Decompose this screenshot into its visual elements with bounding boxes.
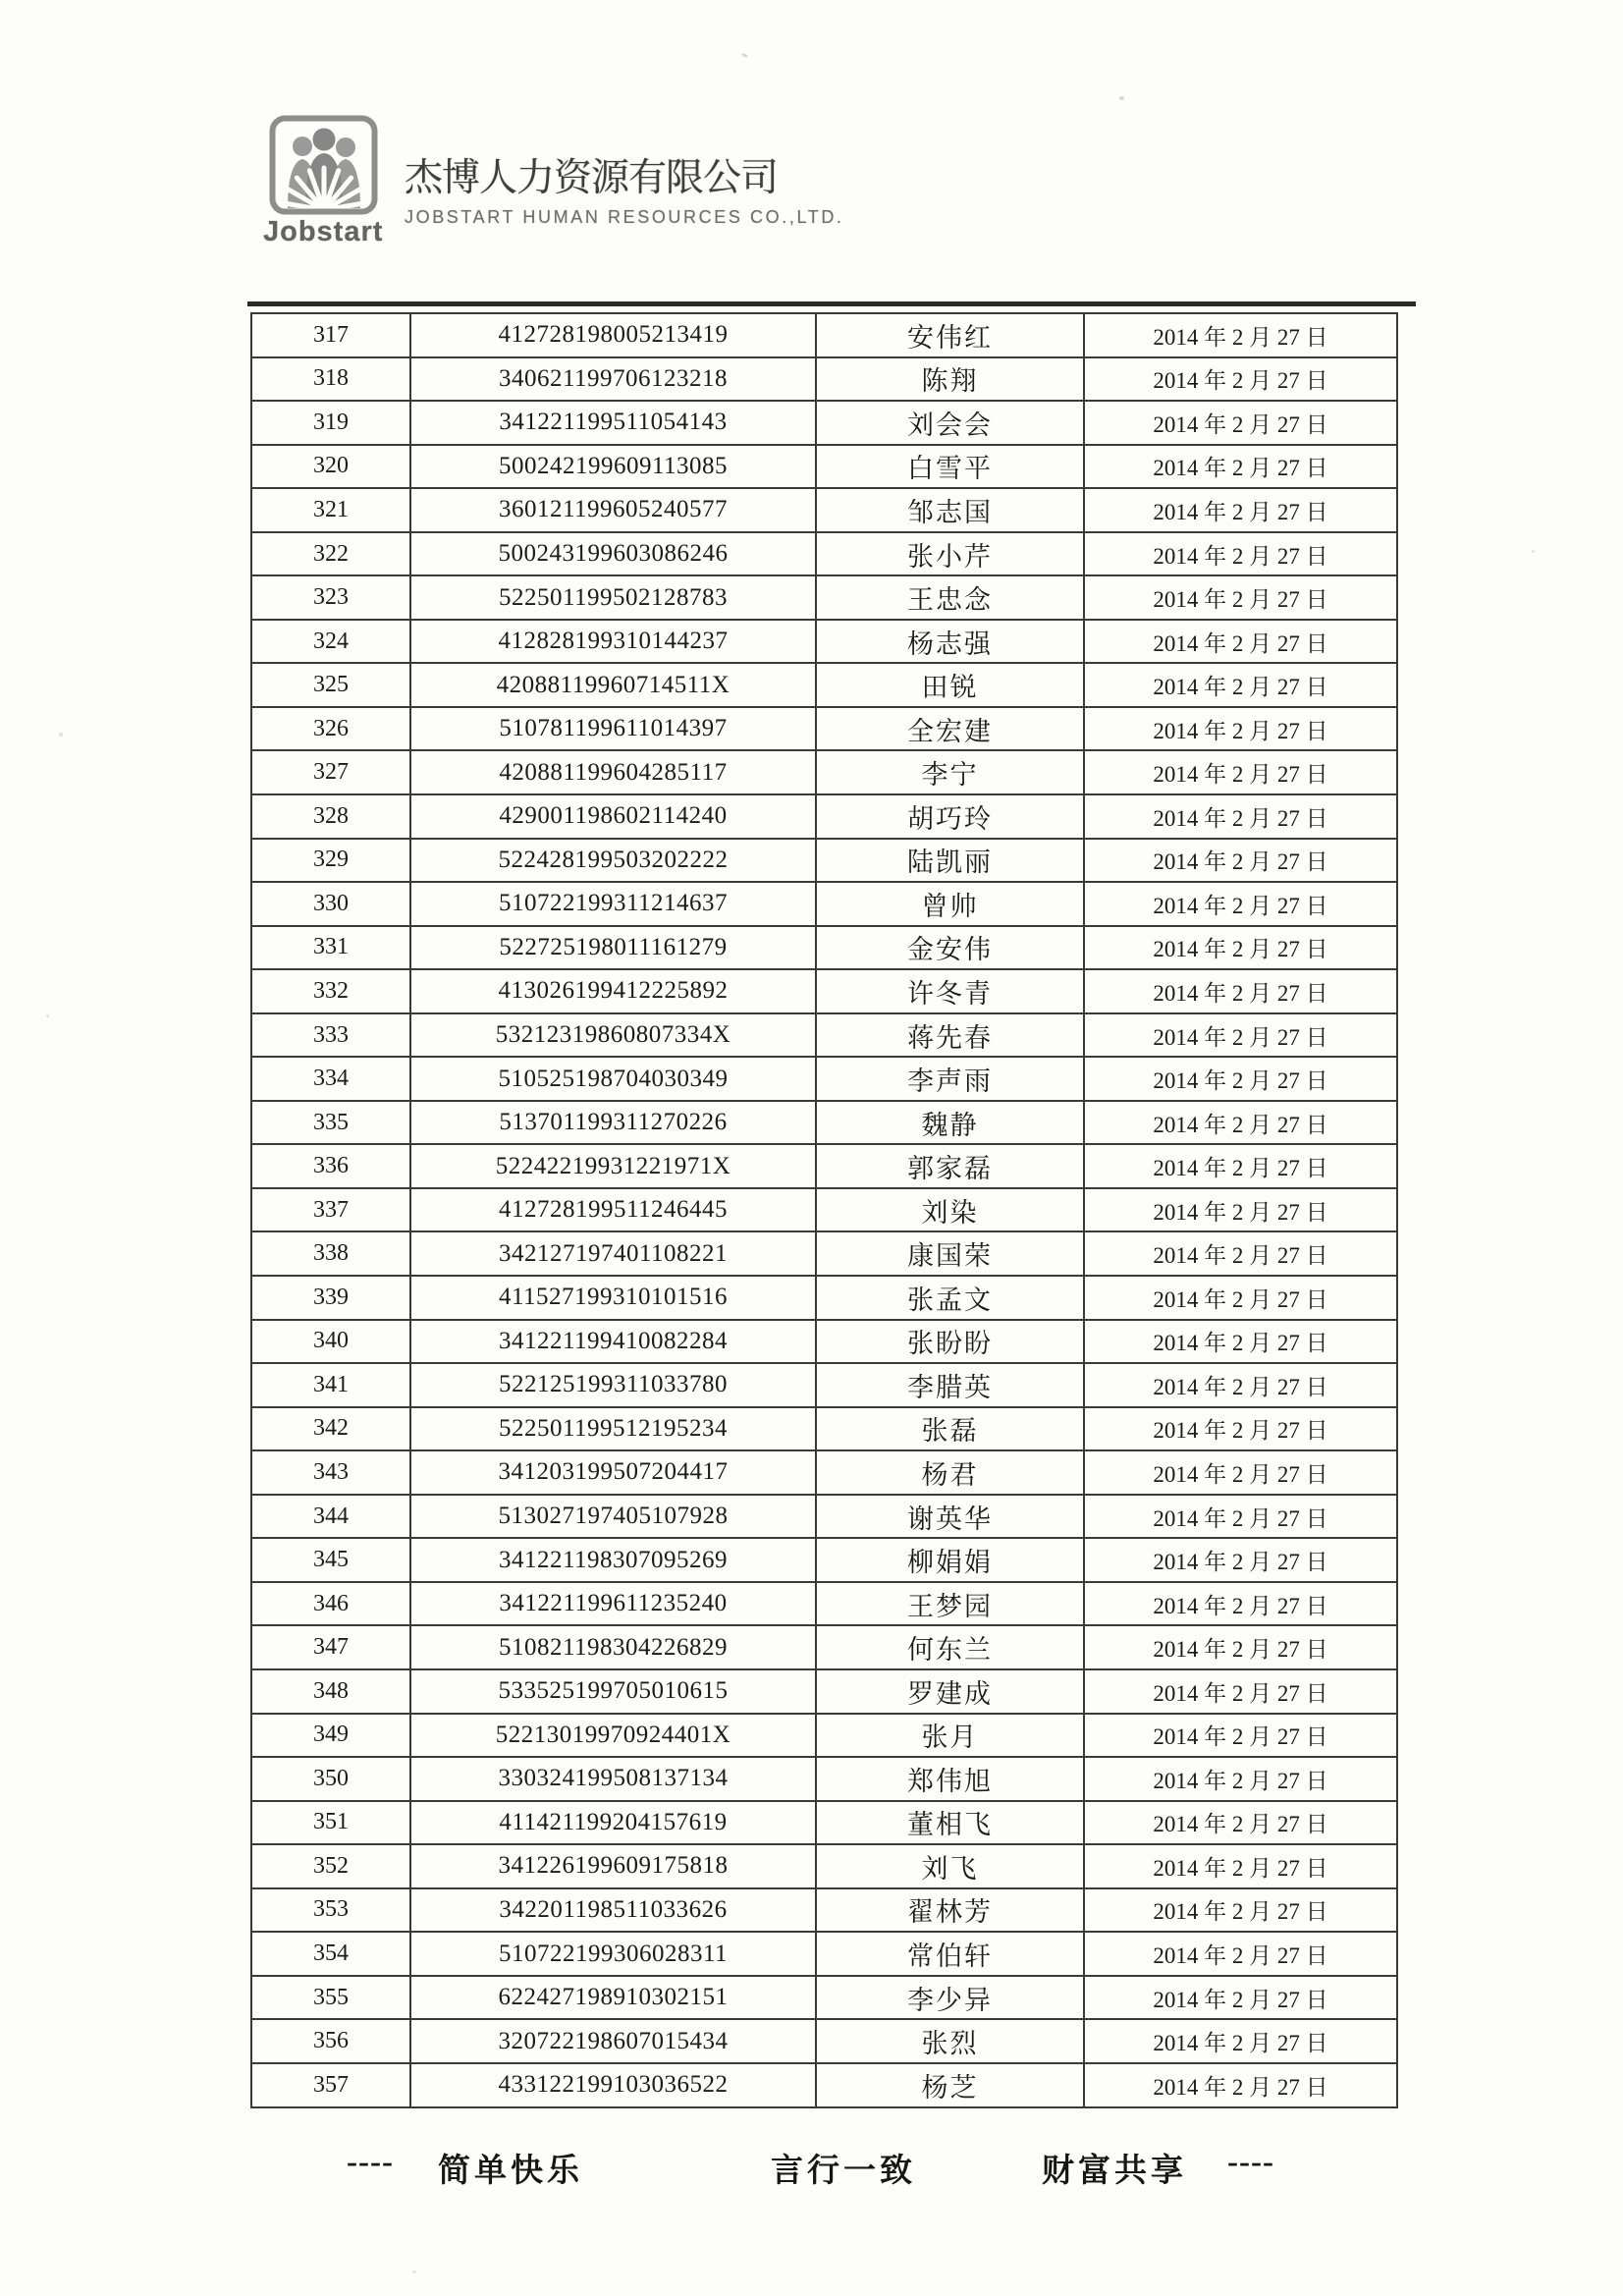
id-number-cell: 341226199609175818 xyxy=(410,1844,816,1888)
date-cell: 2014 年 2 月 27 日 xyxy=(1084,1582,1397,1626)
table-row xyxy=(251,1407,1397,1451)
name-cell: 张盼盼 xyxy=(816,1320,1084,1364)
date-cell: 2014 年 2 月 27 日 xyxy=(1084,2019,1397,2063)
name-cell: 蒋先春 xyxy=(816,1013,1084,1058)
table-row xyxy=(251,882,1397,926)
name-cell: 康国荣 xyxy=(816,1231,1084,1276)
id-number-cell: 360121199605240577 xyxy=(410,488,816,532)
table-row xyxy=(251,663,1397,707)
row-number-cell: 339 xyxy=(251,1276,410,1320)
name-cell: 白雪平 xyxy=(816,445,1084,489)
id-number-cell: 510781199611014397 xyxy=(410,707,816,751)
id-number-cell: 320722198607015434 xyxy=(410,2019,816,2063)
id-number-cell: 52242219931221971X xyxy=(410,1144,816,1188)
name-cell: 安伟红 xyxy=(816,313,1084,357)
table-row xyxy=(251,707,1397,751)
id-number-cell: 412728198005213419 xyxy=(410,313,816,357)
company-header xyxy=(405,147,844,228)
table-row xyxy=(251,401,1397,445)
table-row xyxy=(251,1276,1397,1320)
name-cell: 全宏建 xyxy=(816,707,1084,751)
row-number-cell: 350 xyxy=(251,1757,410,1801)
name-cell: 郭家磊 xyxy=(816,1144,1084,1188)
table-row xyxy=(251,1757,1397,1801)
name-cell: 张孟文 xyxy=(816,1276,1084,1320)
name-cell: 常伯轩 xyxy=(816,1932,1084,1976)
date-cell: 2014 年 2 月 27 日 xyxy=(1084,313,1397,357)
id-number-cell: 522501199502128783 xyxy=(410,575,816,620)
table-row xyxy=(251,1844,1397,1888)
row-number-cell: 354 xyxy=(251,1932,410,1976)
date-cell: 2014 年 2 月 27 日 xyxy=(1084,707,1397,751)
date-cell: 2014 年 2 月 27 日 xyxy=(1084,1538,1397,1582)
date-cell: 2014 年 2 月 27 日 xyxy=(1084,1231,1397,1276)
company-name-english: JOBSTART HUMAN RESOURCES CO.,LTD. xyxy=(405,207,844,227)
id-number-cell: 500243199603086246 xyxy=(410,532,816,576)
id-number-cell: 513027197405107928 xyxy=(410,1495,816,1539)
row-number-cell: 342 xyxy=(251,1407,410,1451)
row-number-cell: 328 xyxy=(251,794,410,839)
scan-speck xyxy=(1532,550,1535,553)
name-cell: 杨志强 xyxy=(816,620,1084,664)
name-cell: 张磊 xyxy=(816,1407,1084,1451)
date-cell: 2014 年 2 月 27 日 xyxy=(1084,794,1397,839)
row-number-cell: 317 xyxy=(251,313,410,357)
table-row xyxy=(251,1495,1397,1539)
id-number-cell: 420881199604285117 xyxy=(410,750,816,794)
row-number-cell: 351 xyxy=(251,1801,410,1845)
row-number-cell: 349 xyxy=(251,1714,410,1758)
row-number-cell: 320 xyxy=(251,445,410,489)
id-number-cell: 413026199412225892 xyxy=(410,969,816,1013)
date-cell: 2014 年 2 月 27 日 xyxy=(1084,969,1397,1013)
date-cell: 2014 年 2 月 27 日 xyxy=(1084,1714,1397,1758)
jobstart-logo-icon xyxy=(269,115,378,215)
id-number-cell: 341221199410082284 xyxy=(410,1320,816,1364)
name-cell: 刘飞 xyxy=(816,1844,1084,1888)
roster-table-body xyxy=(251,313,1397,2107)
name-cell: 董相飞 xyxy=(816,1801,1084,1845)
id-number-cell: 429001198602114240 xyxy=(410,794,816,839)
date-cell: 2014 年 2 月 27 日 xyxy=(1084,1407,1397,1451)
table-row xyxy=(251,794,1397,839)
date-cell: 2014 年 2 月 27 日 xyxy=(1084,357,1397,402)
table-row xyxy=(251,445,1397,489)
footer-motto-simple-happy: 简单快乐 xyxy=(438,2154,583,2189)
table-row xyxy=(251,1538,1397,1582)
id-number-cell: 522501199512195234 xyxy=(410,1407,816,1451)
scan-speck xyxy=(59,733,63,737)
name-cell: 张月 xyxy=(816,1714,1084,1758)
name-cell: 王梦园 xyxy=(816,1582,1084,1626)
row-number-cell: 322 xyxy=(251,532,410,576)
name-cell: 陆凯丽 xyxy=(816,839,1084,883)
id-number-cell: 340621199706123218 xyxy=(410,357,816,402)
date-cell: 2014 年 2 月 27 日 xyxy=(1084,926,1397,970)
date-cell: 2014 年 2 月 27 日 xyxy=(1084,1320,1397,1364)
date-cell: 2014 年 2 月 27 日 xyxy=(1084,1976,1397,2020)
table-row xyxy=(251,575,1397,620)
footer-motto-share-wealth: 财富共享 xyxy=(1042,2154,1187,2189)
id-number-cell: 622427198910302151 xyxy=(410,1976,816,2020)
id-number-cell: 341221198307095269 xyxy=(410,1538,816,1582)
table-row xyxy=(251,488,1397,532)
table-row xyxy=(251,1450,1397,1495)
date-cell: 2014 年 2 月 27 日 xyxy=(1084,1057,1397,1101)
name-cell: 柳娟娟 xyxy=(816,1538,1084,1582)
id-number-cell: 533525199705010615 xyxy=(410,1669,816,1714)
date-cell: 2014 年 2 月 27 日 xyxy=(1084,839,1397,883)
id-number-cell: 52213019970924401X xyxy=(410,1714,816,1758)
date-cell: 2014 年 2 月 27 日 xyxy=(1084,1101,1397,1145)
table-row xyxy=(251,1057,1397,1101)
date-cell: 2014 年 2 月 27 日 xyxy=(1084,1888,1397,1933)
name-cell: 邹志国 xyxy=(816,488,1084,532)
row-number-cell: 345 xyxy=(251,1538,410,1582)
date-cell: 2014 年 2 月 27 日 xyxy=(1084,488,1397,532)
date-cell: 2014 年 2 月 27 日 xyxy=(1084,445,1397,489)
footer-dash-right: ---- xyxy=(1227,2145,1274,2180)
id-number-cell: 412728199511246445 xyxy=(410,1188,816,1232)
table-row xyxy=(251,313,1397,357)
row-number-cell: 343 xyxy=(251,1450,410,1495)
name-cell: 杨君 xyxy=(816,1450,1084,1495)
name-cell: 罗建成 xyxy=(816,1669,1084,1714)
id-number-cell: 513701199311270226 xyxy=(410,1101,816,1145)
row-number-cell: 321 xyxy=(251,488,410,532)
table-row xyxy=(251,926,1397,970)
row-number-cell: 352 xyxy=(251,1844,410,1888)
scan-speck xyxy=(412,2270,416,2273)
table-row xyxy=(251,1714,1397,1758)
row-number-cell: 333 xyxy=(251,1013,410,1058)
name-cell: 曾帅 xyxy=(816,882,1084,926)
name-cell: 李宁 xyxy=(816,750,1084,794)
table-row xyxy=(251,2019,1397,2063)
table-row xyxy=(251,839,1397,883)
row-number-cell: 338 xyxy=(251,1231,410,1276)
name-cell: 刘会会 xyxy=(816,401,1084,445)
row-number-cell: 324 xyxy=(251,620,410,664)
name-cell: 李腊英 xyxy=(816,1363,1084,1407)
date-cell: 2014 年 2 月 27 日 xyxy=(1084,1669,1397,1714)
name-cell: 刘染 xyxy=(816,1188,1084,1232)
id-number-cell: 341221199511054143 xyxy=(410,401,816,445)
table-row xyxy=(251,1144,1397,1188)
row-number-cell: 341 xyxy=(251,1363,410,1407)
name-cell: 李声雨 xyxy=(816,1057,1084,1101)
row-number-cell: 357 xyxy=(251,2063,410,2107)
row-number-cell: 348 xyxy=(251,1669,410,1714)
row-number-cell: 334 xyxy=(251,1057,410,1101)
letterhead-rule xyxy=(247,301,1416,306)
row-number-cell: 329 xyxy=(251,839,410,883)
table-row xyxy=(251,357,1397,402)
id-number-cell: 42088119960714511X xyxy=(410,663,816,707)
date-cell: 2014 年 2 月 27 日 xyxy=(1084,1757,1397,1801)
id-number-cell: 500242199609113085 xyxy=(410,445,816,489)
id-number-cell: 510722199311214637 xyxy=(410,882,816,926)
id-number-cell: 411527199310101516 xyxy=(410,1276,816,1320)
name-cell: 张小芹 xyxy=(816,532,1084,576)
date-cell: 2014 年 2 月 27 日 xyxy=(1084,1363,1397,1407)
table-row xyxy=(251,1669,1397,1714)
id-number-cell: 342127197401108221 xyxy=(410,1231,816,1276)
company-name-chinese: 杰博人力资源有限公司 xyxy=(405,157,779,199)
name-cell: 陈翔 xyxy=(816,357,1084,402)
date-cell: 2014 年 2 月 27 日 xyxy=(1084,750,1397,794)
table-row xyxy=(251,2063,1397,2107)
id-number-cell: 433122199103036522 xyxy=(410,2063,816,2107)
date-cell: 2014 年 2 月 27 日 xyxy=(1084,1625,1397,1669)
id-number-cell: 510722199306028311 xyxy=(410,1932,816,1976)
date-cell: 2014 年 2 月 27 日 xyxy=(1084,401,1397,445)
jobstart-logo xyxy=(269,115,378,215)
id-number-cell: 342201198511033626 xyxy=(410,1888,816,1933)
name-cell: 李少异 xyxy=(816,1976,1084,2020)
row-number-cell: 319 xyxy=(251,401,410,445)
row-number-cell: 347 xyxy=(251,1625,410,1669)
id-number-cell: 341203199507204417 xyxy=(410,1450,816,1495)
table-row xyxy=(251,1976,1397,2020)
row-number-cell: 323 xyxy=(251,575,410,620)
footer-motto-words-deeds: 言行一致 xyxy=(771,2154,916,2189)
date-cell: 2014 年 2 月 27 日 xyxy=(1084,620,1397,664)
id-number-cell: 412828199310144237 xyxy=(410,620,816,664)
row-number-cell: 355 xyxy=(251,1976,410,2020)
row-number-cell: 325 xyxy=(251,663,410,707)
name-cell: 杨芝 xyxy=(816,2063,1084,2107)
scan-speck xyxy=(46,1014,49,1017)
table-row xyxy=(251,1188,1397,1232)
name-cell: 郑伟旭 xyxy=(816,1757,1084,1801)
roster-table xyxy=(250,312,1398,2108)
name-cell: 王忠念 xyxy=(816,575,1084,620)
row-number-cell: 330 xyxy=(251,882,410,926)
row-number-cell: 326 xyxy=(251,707,410,751)
name-cell: 何东兰 xyxy=(816,1625,1084,1669)
date-cell: 2014 年 2 月 27 日 xyxy=(1084,1450,1397,1495)
name-cell: 魏静 xyxy=(816,1101,1084,1145)
table-row xyxy=(251,1932,1397,1976)
row-number-cell: 336 xyxy=(251,1144,410,1188)
name-cell: 许冬青 xyxy=(816,969,1084,1013)
id-number-cell: 522125199311033780 xyxy=(410,1363,816,1407)
name-cell: 谢英华 xyxy=(816,1495,1084,1539)
row-number-cell: 327 xyxy=(251,750,410,794)
name-cell: 翟林芳 xyxy=(816,1888,1084,1933)
date-cell: 2014 年 2 月 27 日 xyxy=(1084,882,1397,926)
date-cell: 2014 年 2 月 27 日 xyxy=(1084,663,1397,707)
table-row xyxy=(251,1625,1397,1669)
id-number-cell: 341221199611235240 xyxy=(410,1582,816,1626)
table-row xyxy=(251,620,1397,664)
table-row xyxy=(251,1013,1397,1058)
row-number-cell: 332 xyxy=(251,969,410,1013)
table-row xyxy=(251,1320,1397,1364)
name-cell: 田锐 xyxy=(816,663,1084,707)
row-number-cell: 335 xyxy=(251,1101,410,1145)
id-number-cell: 330324199508137134 xyxy=(410,1757,816,1801)
date-cell: 2014 年 2 月 27 日 xyxy=(1084,1188,1397,1232)
date-cell: 2014 年 2 月 27 日 xyxy=(1084,1844,1397,1888)
name-cell: 胡巧玲 xyxy=(816,794,1084,839)
table-row xyxy=(251,1888,1397,1933)
row-number-cell: 353 xyxy=(251,1888,410,1933)
table-row xyxy=(251,1231,1397,1276)
table-row xyxy=(251,1101,1397,1145)
table-row xyxy=(251,750,1397,794)
scan-speck xyxy=(1119,96,1124,100)
date-cell: 2014 年 2 月 27 日 xyxy=(1084,1495,1397,1539)
date-cell: 2014 年 2 月 27 日 xyxy=(1084,1932,1397,1976)
name-cell: 金安伟 xyxy=(816,926,1084,970)
id-number-cell: 510525198704030349 xyxy=(410,1057,816,1101)
id-number-cell: 522725198011161279 xyxy=(410,926,816,970)
row-number-cell: 331 xyxy=(251,926,410,970)
id-number-cell: 411421199204157619 xyxy=(410,1801,816,1845)
date-cell: 2014 年 2 月 27 日 xyxy=(1084,575,1397,620)
table-row xyxy=(251,969,1397,1013)
row-number-cell: 318 xyxy=(251,357,410,402)
id-number-cell: 53212319860807334X xyxy=(410,1013,816,1058)
date-cell: 2014 年 2 月 27 日 xyxy=(1084,2063,1397,2107)
name-cell: 张烈 xyxy=(816,2019,1084,2063)
footer-dash-left: ---- xyxy=(347,2145,394,2180)
date-cell: 2014 年 2 月 27 日 xyxy=(1084,1013,1397,1058)
row-number-cell: 340 xyxy=(251,1320,410,1364)
table-row xyxy=(251,1363,1397,1407)
id-number-cell: 522428199503202222 xyxy=(410,839,816,883)
table-row xyxy=(251,1582,1397,1626)
date-cell: 2014 年 2 月 27 日 xyxy=(1084,1801,1397,1845)
scan-speck xyxy=(741,53,749,59)
row-number-cell: 356 xyxy=(251,2019,410,2063)
logo-wordmark: Jobstart xyxy=(263,216,384,247)
row-number-cell: 346 xyxy=(251,1582,410,1626)
date-cell: 2014 年 2 月 27 日 xyxy=(1084,1144,1397,1188)
date-cell: 2014 年 2 月 27 日 xyxy=(1084,1276,1397,1320)
id-number-cell: 510821198304226829 xyxy=(410,1625,816,1669)
row-number-cell: 337 xyxy=(251,1188,410,1232)
table-row xyxy=(251,532,1397,576)
row-number-cell: 344 xyxy=(251,1495,410,1539)
table-row xyxy=(251,1801,1397,1845)
date-cell: 2014 年 2 月 27 日 xyxy=(1084,532,1397,576)
